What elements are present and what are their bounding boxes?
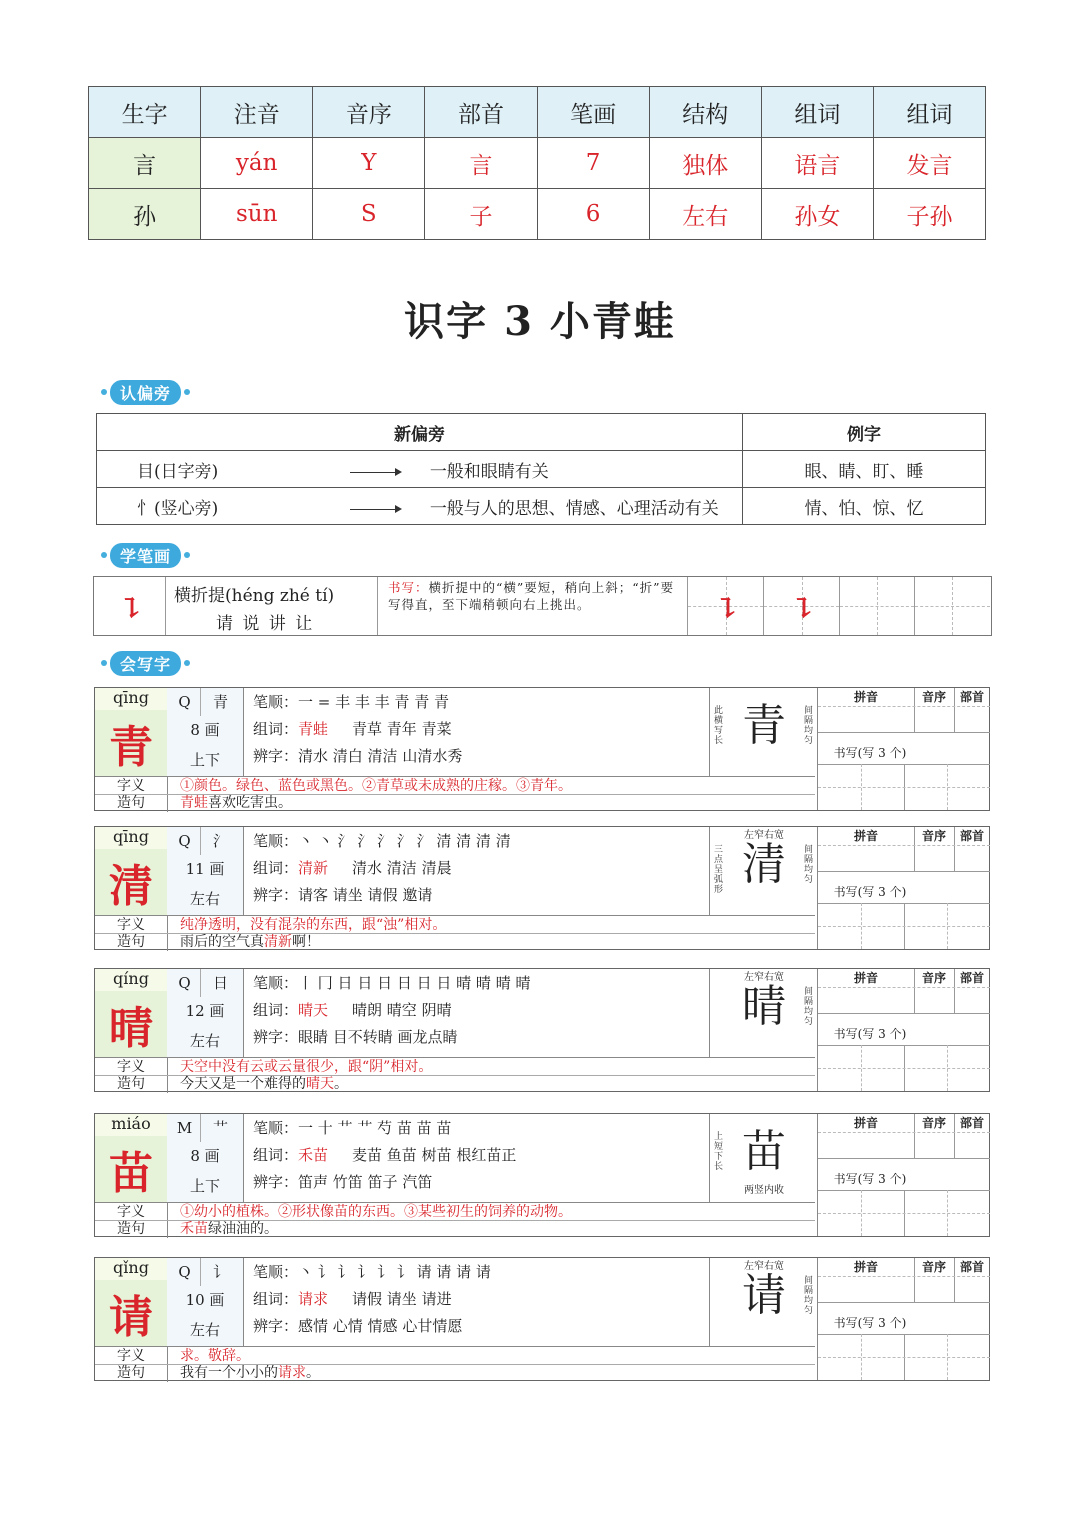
meaning-label: 字义 — [95, 777, 168, 795]
table-cell: sūn — [201, 189, 313, 240]
practice-cell[interactable] — [915, 577, 990, 635]
words-prefix: 组词： — [253, 1001, 299, 1019]
grid-write-label: 书写(写 3 个) — [833, 1027, 907, 1041]
writing-demo — [709, 969, 818, 1057]
dot-icon — [184, 660, 190, 666]
table-header-row — [97, 414, 986, 451]
header-cell: 音序 — [313, 87, 425, 138]
demo-caption: 左窄右宽 — [744, 972, 784, 983]
grid-write-label: 书写(写 3 个) — [833, 1316, 907, 1330]
distinguish-words: 清水 清白 清洁 山清水秀 — [298, 747, 463, 765]
words: 青草 青年 青菜 — [352, 720, 452, 738]
words: 麦苗 鱼苗 树苗 根红苗正 — [352, 1146, 517, 1164]
grid-radical-label: 部首 — [959, 829, 984, 843]
word-list — [253, 1142, 516, 1168]
structure: 上下 — [167, 1170, 244, 1203]
practice-grid[interactable] — [817, 827, 990, 949]
words-prefix: 组词： — [253, 1146, 299, 1164]
grid-line — [818, 987, 990, 988]
initial-letter: Q — [170, 688, 201, 716]
grid-radical-label: 部首 — [959, 1116, 984, 1130]
grid-line — [954, 1114, 955, 1158]
table-row — [89, 138, 986, 189]
sentence-label: 造句 — [95, 934, 168, 951]
meaning-row — [95, 1202, 815, 1221]
meaning-text: ①幼小的植株。②形状像苗的东西。③某些初生的饲养的动物。 — [180, 1204, 572, 1220]
table-cell: 子 — [425, 189, 537, 240]
pinyin-label: qíng — [95, 969, 168, 992]
header-cell: 例字 — [743, 414, 986, 451]
initial-letter: Q — [170, 827, 201, 855]
radical-desc-cell — [97, 488, 743, 525]
sentence-highlight: 晴天 — [306, 1076, 334, 1092]
word-highlight: 禾苗 — [298, 1146, 329, 1164]
distinguish-words: 眼睛 目不转睛 画龙点睛 — [298, 1028, 458, 1046]
stroke-count: 11 画 — [167, 855, 244, 884]
meaning-text: 纯净透明，没有混杂的东西，跟“浊”相对。 — [180, 917, 447, 933]
word-list — [253, 997, 452, 1023]
table-cell: 言 — [425, 138, 537, 189]
letter-radical-cell — [167, 1114, 244, 1143]
sentence-label: 造句 — [95, 795, 168, 812]
distinguish-list — [253, 1024, 458, 1050]
char-card — [94, 1257, 990, 1381]
table-header-row — [89, 87, 986, 138]
grid-line — [954, 1258, 955, 1302]
grid-line — [914, 688, 915, 732]
char-card — [94, 1113, 990, 1237]
distinguish-list — [253, 882, 432, 908]
grid-line — [914, 1258, 915, 1302]
distinguish-prefix: 辨字： — [253, 1317, 299, 1335]
initial-letter: Q — [170, 1258, 201, 1286]
guide-line — [915, 606, 990, 607]
sentence-row — [95, 794, 815, 812]
table-cell: Y — [313, 138, 425, 189]
radical-table — [96, 413, 986, 525]
grid-write-label: 书写(写 3 个) — [833, 1172, 907, 1186]
sentence-pre: 雨后的空气真 — [180, 934, 264, 950]
order-prefix: 笔顺： — [253, 832, 299, 850]
distinguish-list — [253, 1313, 462, 1339]
meaning-row — [95, 915, 815, 934]
radical: 氵 — [212, 832, 228, 850]
words-prefix: 组词： — [253, 1290, 299, 1308]
sentence-text: 啊！ — [292, 934, 320, 950]
word-highlight: 青蛙 — [298, 720, 329, 738]
table-cell: 孙女 — [761, 189, 873, 240]
example-cell: 眼、睛、盯、睡 — [743, 451, 986, 488]
distinguish-list — [253, 1169, 432, 1195]
words: 请假 请坐 请进 — [352, 1290, 452, 1308]
stroke-sample: ㇊ — [790, 592, 819, 625]
radical: 青 — [212, 693, 228, 711]
demo-note-left: 此横写长 — [714, 706, 724, 746]
grid-order-label: 音序 — [921, 1116, 946, 1130]
table-cell: 左右 — [649, 189, 761, 240]
stroke-tip-text: 横折提中的“横”要短，稍向上斜；“折”要写得直，至下端稍顿向右上挑出。 — [388, 580, 675, 612]
pinyin-label: miáo — [95, 1114, 168, 1137]
pinyin-label: qīng — [95, 688, 168, 711]
char-card — [94, 826, 990, 950]
word-list — [253, 716, 452, 742]
stroke-tip-label: 书写： — [388, 580, 429, 595]
distinguish-words: 请客 请坐 请假 邀请 — [298, 886, 433, 904]
demo-glyph: 清 — [742, 839, 786, 890]
demo-caption-bottom: 两竖内收 — [744, 1185, 784, 1196]
grid-write-label: 书写(写 3 个) — [833, 885, 907, 899]
grid-pinyin-label: 拼音 — [853, 1260, 878, 1274]
stroke-order — [253, 689, 449, 715]
section-tag-stroke — [98, 543, 193, 567]
table-cell: 6 — [537, 189, 649, 240]
sentence-highlight: 请求 — [278, 1365, 306, 1381]
grid-line — [914, 827, 915, 871]
sentence-pre: 今天又是一个难得的 — [180, 1076, 306, 1092]
header-cell: 生字 — [89, 87, 201, 138]
header-cell: 注音 — [201, 87, 313, 138]
char-card — [94, 968, 990, 1092]
word-list — [253, 855, 452, 881]
meaning-label: 字义 — [95, 1347, 168, 1365]
table-cell: S — [313, 189, 425, 240]
demo-glyph: 苗 — [742, 1126, 786, 1177]
initial-letter: Q — [170, 969, 201, 997]
grid-write-label: 书写(写 3 个) — [833, 746, 907, 760]
structure: 上下 — [167, 744, 244, 777]
writing-demo — [709, 688, 818, 776]
grid-pinyin-label: 拼音 — [853, 1116, 878, 1130]
sentence-row — [95, 1364, 815, 1382]
table-cell: 子孙 — [873, 189, 985, 240]
grid-line — [818, 1276, 990, 1277]
table-cell: 独体 — [649, 138, 761, 189]
practice-grid[interactable] — [817, 688, 990, 810]
structure: 左右 — [167, 1314, 244, 1347]
section-tag-radical — [98, 380, 193, 404]
demo-note-left: 三点呈弧形 — [714, 845, 724, 895]
grid-order-label: 音序 — [921, 829, 946, 843]
order-prefix: 笔顺： — [253, 693, 299, 711]
letter-radical-cell — [167, 969, 244, 998]
practice-cell[interactable] — [764, 577, 840, 635]
stroke-order — [253, 828, 511, 854]
sentence-label: 造句 — [95, 1076, 168, 1093]
practice-grid[interactable] — [817, 1114, 990, 1236]
meaning-row — [95, 776, 815, 795]
distinguish-words: 笛声 竹笛 笛子 汽笛 — [298, 1173, 433, 1191]
word-highlight: 晴天 — [298, 1001, 329, 1019]
letter-radical-cell — [167, 1258, 244, 1287]
order-prefix: 笔顺： — [253, 1263, 299, 1281]
stroke-practice-box — [93, 576, 992, 636]
grid-line — [818, 732, 990, 733]
order-prefix: 笔顺： — [253, 1119, 299, 1137]
char-glyph: 清 — [95, 849, 168, 915]
grid-order-label: 音序 — [921, 690, 946, 704]
distinguish-words: 感情 心情 情感 心甘情愿 — [298, 1317, 463, 1335]
table-cell: yán — [201, 138, 313, 189]
grid-line — [818, 1158, 990, 1159]
structure: 左右 — [167, 1025, 244, 1058]
grid-line — [818, 1132, 990, 1133]
distinguish-prefix: 辨字： — [253, 886, 299, 904]
grid-radical-label: 部首 — [959, 971, 984, 985]
word-highlight: 请求 — [298, 1290, 329, 1308]
meaning-text: ①颜色。绿色、蓝色或黑色。②青草或未成熟的庄稼。③青年。 — [180, 778, 572, 794]
grid-line — [818, 1357, 990, 1358]
practice-grid[interactable] — [817, 1258, 990, 1380]
grid-pinyin-label: 拼音 — [853, 690, 878, 704]
page-title: 识字 3 小青蛙 — [404, 298, 676, 345]
stroke-example-chars: 请 说 讲 让 — [216, 614, 315, 634]
demo-glyph: 晴 — [742, 981, 786, 1032]
sentence-text: 。 — [306, 1365, 320, 1381]
demo-glyph: 青 — [742, 700, 786, 751]
table-row — [97, 488, 986, 525]
stroke-order-seq: 丶 丶 氵 氵 氵 氵 氵 清 清 清 清 — [298, 832, 511, 850]
header-cell: 组词 — [873, 87, 985, 138]
guide-line — [840, 606, 914, 607]
grid-line — [954, 688, 955, 732]
practice-grid[interactable] — [817, 969, 990, 1091]
section-label: 会写字 — [110, 651, 181, 676]
char-glyph: 青 — [95, 710, 168, 776]
writing-demo — [709, 1114, 818, 1202]
arrow-right-icon — [350, 509, 400, 510]
stroke-order-seq: 丶 讠 讠 讠 讠 讠 请 请 请 请 — [298, 1263, 491, 1281]
stroke-glyph: ㇊ — [118, 592, 147, 625]
header-cell: 部首 — [425, 87, 537, 138]
pinyin-label: qǐng — [95, 1258, 168, 1281]
distinguish-prefix: 辨字： — [253, 747, 299, 765]
radical-desc: 一般和眼睛有关 — [429, 461, 549, 482]
grid-line — [914, 1114, 915, 1158]
meaning-label: 字义 — [95, 916, 168, 934]
words-prefix: 组词： — [253, 720, 299, 738]
grid-line — [954, 827, 955, 871]
meaning-text: 天空中没有云或云量很少，跟“阴”相对。 — [180, 1059, 433, 1075]
char-glyph: 晴 — [95, 991, 168, 1057]
grid-line — [818, 1302, 990, 1303]
table-cell: 言 — [89, 138, 201, 189]
sentence-text: 喜欢吃害虫。 — [208, 795, 292, 811]
sentence-pre: 我有一个小小的 — [180, 1365, 278, 1381]
table-row — [97, 451, 986, 488]
words: 清水 清洁 清晨 — [352, 859, 452, 877]
radical-desc-cell — [97, 451, 743, 488]
stroke-count: 8 画 — [167, 716, 244, 745]
radical-name: 忄(竖心旁) — [137, 498, 219, 519]
dot-icon — [101, 552, 107, 558]
stroke-count: 8 画 — [167, 1142, 244, 1171]
dot-icon — [184, 389, 190, 395]
order-prefix: 笔顺： — [253, 974, 299, 992]
grid-line — [818, 871, 990, 872]
sentence-highlight: 青蛙 — [180, 795, 208, 811]
radical: 艹 — [212, 1119, 228, 1137]
practice-cell[interactable] — [688, 577, 764, 635]
table-cell: 发言 — [873, 138, 985, 189]
stroke-sample: ㇊ — [714, 592, 743, 625]
stroke-count: 12 画 — [167, 997, 244, 1026]
writing-demo — [709, 1258, 818, 1346]
stroke-order — [253, 1115, 451, 1141]
writing-demo — [709, 827, 818, 915]
header-cell: 组词 — [761, 87, 873, 138]
words: 晴朗 晴空 阴晴 — [352, 1001, 452, 1019]
sentence-highlight: 禾苗 — [180, 1221, 208, 1237]
initial-letter: M — [170, 1114, 201, 1142]
demo-caption: 左窄右宽 — [744, 830, 784, 841]
grid-radical-label: 部首 — [959, 690, 984, 704]
sentence-row — [95, 1075, 815, 1093]
demo-glyph: 请 — [742, 1270, 786, 1321]
demo-note-right: 间隔均匀 — [804, 1276, 814, 1316]
dot-icon — [101, 389, 107, 395]
dot-icon — [184, 552, 190, 558]
demo-note-right: 间隔均匀 — [804, 987, 814, 1027]
grid-line — [818, 1013, 990, 1014]
stroke-glyph-cell — [94, 577, 166, 635]
char-card — [94, 687, 990, 811]
grid-order-label: 音序 — [921, 971, 946, 985]
grid-line — [818, 1213, 990, 1214]
grid-pinyin-label: 拼音 — [853, 971, 878, 985]
radical-desc: 一般与人的思想、情感、心理活动有关 — [429, 498, 719, 519]
grid-line — [818, 1068, 990, 1069]
meaning-text: 求。敬辞。 — [180, 1348, 250, 1364]
table-row — [89, 189, 986, 240]
grid-radical-label: 部首 — [959, 1260, 984, 1274]
sentence-label: 造句 — [95, 1221, 168, 1238]
radical-name: 目(日字旁) — [137, 461, 219, 482]
grid-line — [818, 787, 990, 788]
meaning-label: 字义 — [95, 1203, 168, 1221]
grid-pinyin-label: 拼音 — [853, 829, 878, 843]
words-prefix: 组词： — [253, 859, 299, 877]
section-tag-write — [98, 651, 193, 675]
stroke-name: 横折提(héng zhé tí) — [174, 586, 335, 606]
arrow-right-icon — [350, 472, 400, 473]
sentence-row — [95, 933, 815, 951]
practice-cell[interactable] — [840, 577, 915, 635]
grid-line — [914, 969, 915, 1013]
section-label: 认偏旁 — [110, 380, 181, 405]
table-cell: 孙 — [89, 189, 201, 240]
meaning-label: 字义 — [95, 1058, 168, 1076]
stroke-order-seq: 一 = 丰 丰 丰 青 青 青 — [298, 693, 449, 711]
letter-radical-cell — [167, 827, 244, 856]
stroke-tip-cell — [378, 577, 688, 635]
distinguish-list — [253, 743, 462, 769]
radical: 日 — [212, 974, 228, 992]
word-list — [253, 1286, 452, 1312]
sentence-highlight: 清新 — [264, 934, 292, 950]
word-highlight: 清新 — [298, 859, 329, 877]
pinyin-label: qīng — [95, 827, 168, 850]
header-cell: 笔画 — [537, 87, 649, 138]
grid-order-label: 音序 — [921, 1260, 946, 1274]
stroke-order-seq: 一 十 艹 艹 芍 苗 苗 苗 — [298, 1119, 452, 1137]
stroke-tip — [388, 579, 683, 613]
stroke-order — [253, 1259, 491, 1285]
char-glyph: 苗 — [95, 1136, 168, 1202]
sentence-text: 绿油油的。 — [208, 1221, 278, 1237]
radical: 讠 — [212, 1263, 228, 1281]
letter-radical-cell — [167, 688, 244, 717]
grid-line — [818, 706, 990, 707]
stroke-order — [253, 970, 530, 996]
meaning-row — [95, 1346, 815, 1365]
distinguish-prefix: 辨字： — [253, 1173, 299, 1191]
table-cell: 语言 — [761, 138, 873, 189]
demo-note-right: 间隔均匀 — [804, 845, 814, 885]
dot-icon — [101, 660, 107, 666]
grid-line — [954, 969, 955, 1013]
header-cell: 新偏旁 — [97, 414, 743, 451]
sentence-label: 造句 — [95, 1365, 168, 1382]
grid-line — [818, 845, 990, 846]
demo-caption: 左窄右宽 — [744, 1261, 784, 1272]
example-cell: 情、怕、惊、忆 — [743, 488, 986, 525]
demo-note-right: 间隔均匀 — [804, 706, 814, 746]
sentence-text: 。 — [334, 1076, 348, 1092]
stroke-order-seq: 丨 冂 日 日 日 日 日 日 晴 晴 晴 晴 — [298, 974, 531, 992]
stroke-name-cell — [166, 577, 378, 635]
char-glyph: 请 — [95, 1280, 168, 1346]
sentence-row — [95, 1220, 815, 1238]
meaning-row — [95, 1057, 815, 1076]
char-summary-table — [88, 86, 986, 240]
distinguish-prefix: 辨字： — [253, 1028, 299, 1046]
demo-note-left: 上短下长 — [714, 1132, 724, 1172]
structure: 左右 — [167, 883, 244, 916]
table-cell: 7 — [537, 138, 649, 189]
grid-line — [818, 926, 990, 927]
section-label: 学笔画 — [110, 543, 181, 568]
stroke-count: 10 画 — [167, 1286, 244, 1315]
header-cell: 结构 — [649, 87, 761, 138]
